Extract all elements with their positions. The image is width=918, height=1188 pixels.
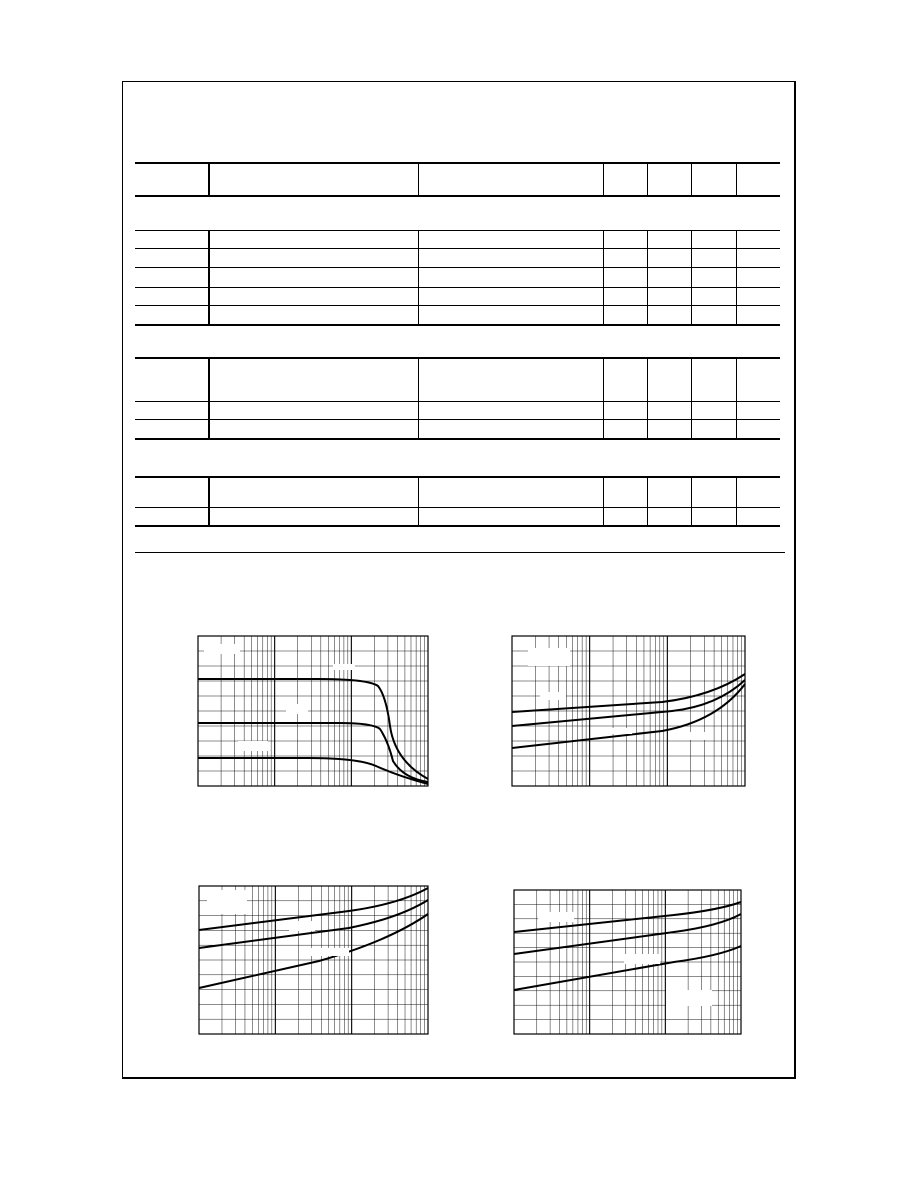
table-divider (691, 357, 692, 440)
legend-box (528, 648, 570, 666)
table-divider (647, 476, 648, 527)
table-divider (736, 357, 737, 440)
table-divider (647, 357, 648, 440)
table-rule (135, 525, 780, 527)
series-line (512, 680, 745, 726)
table-divider (418, 162, 419, 196)
table-rule (135, 438, 780, 440)
table-divider (603, 357, 604, 440)
table-rule (135, 248, 780, 249)
table-rule (135, 324, 780, 326)
table-rule (135, 419, 780, 420)
curve-label-box (666, 990, 712, 1006)
table-divider (208, 162, 210, 196)
table-divider (691, 162, 692, 196)
table-divider (208, 476, 210, 527)
table-rule (135, 401, 780, 402)
table-divider (736, 230, 737, 326)
graph-2 (512, 636, 745, 786)
graph-1 (198, 636, 428, 786)
table-rule (135, 357, 780, 359)
series-line (514, 946, 741, 990)
table-divider (603, 476, 604, 527)
legend-box (207, 890, 247, 914)
table-rule (135, 507, 780, 508)
graph-3 (199, 886, 428, 1034)
table-divider (208, 230, 210, 326)
table-divider (418, 357, 419, 440)
table-rule (135, 476, 780, 478)
table-divider (418, 230, 419, 326)
table-divider (603, 230, 604, 326)
table-rule (135, 267, 780, 268)
curve-label-box (682, 732, 712, 740)
graph-4 (514, 890, 741, 1034)
table-divider (736, 162, 737, 196)
series-line (198, 679, 428, 779)
curve-label-box (309, 948, 349, 956)
legend-box (204, 644, 240, 654)
curve-label-box (286, 704, 308, 714)
curve-label-box (333, 664, 355, 670)
table-rule (135, 162, 780, 164)
table-divider (208, 357, 210, 440)
curve-label-box (598, 728, 632, 734)
table-rule (135, 195, 780, 197)
curve-label-box (540, 692, 566, 700)
curve-label-box (624, 954, 660, 964)
table-rule (135, 287, 780, 288)
legend-box (538, 912, 574, 922)
table-divider (736, 476, 737, 527)
curve-label-box (289, 921, 315, 931)
section-divider (135, 552, 785, 553)
curve-label-box (238, 741, 268, 751)
table-rule (135, 230, 780, 231)
table-divider (418, 476, 419, 527)
table-divider (647, 230, 648, 326)
table-divider (691, 230, 692, 326)
table-rule (135, 305, 780, 306)
table-divider (647, 162, 648, 196)
table-divider (603, 162, 604, 196)
table-divider (691, 476, 692, 527)
